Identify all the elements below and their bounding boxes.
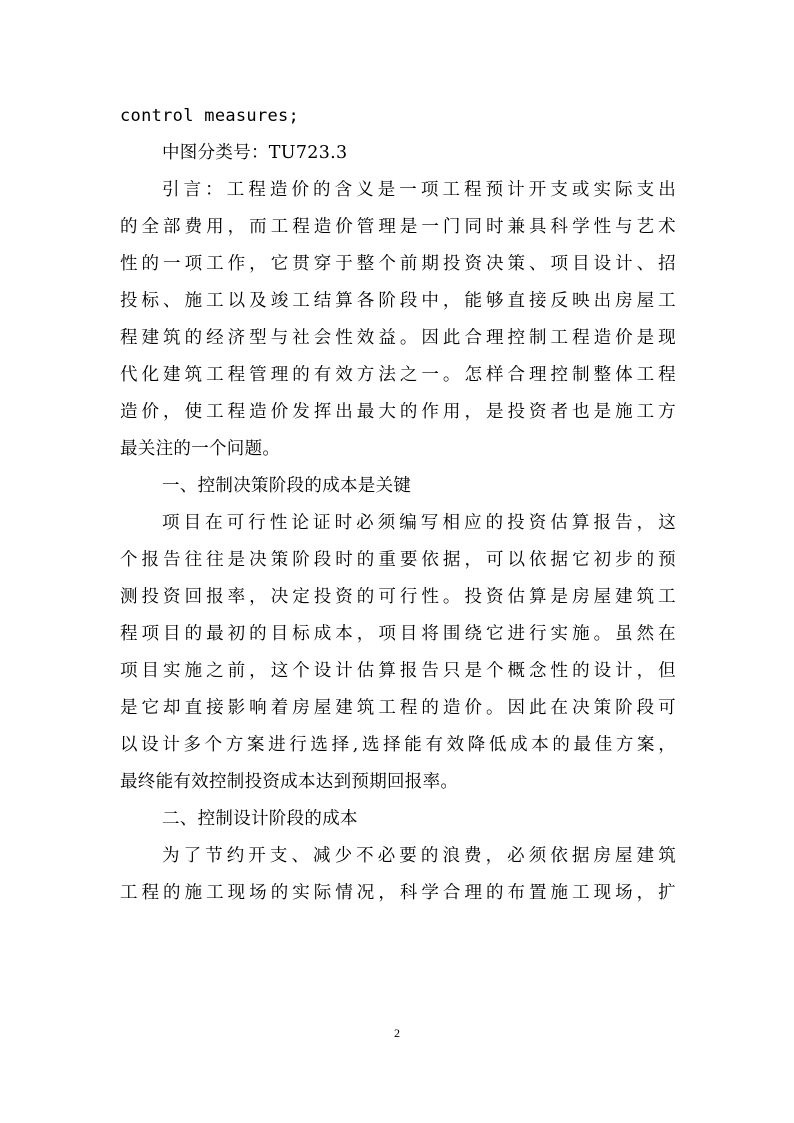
text-line: 引言：工程造价的含义是一项工程预计开支或实际支出	[162, 180, 676, 200]
text-line: 工程的施工现场的实际情况，科学合理的布置施工现场，扩	[120, 883, 676, 903]
document-body	[120, 98, 676, 912]
section-heading: 一、控制决策阶段的成本是关键	[162, 476, 412, 496]
section-heading: 二、控制设计阶段的成本	[162, 809, 358, 829]
text-line: 测投资回报率，决定投资的可行性。投资估算是房屋建筑工	[120, 587, 676, 607]
text-line: 最终能有效控制投资成本达到预期回报率。	[120, 772, 459, 792]
text-line: 性的一项工作，它贯穿于整个前期投资决策、项目设计、招	[120, 254, 676, 274]
text-line: 代化建筑工程管理的有效方法之一。怎样合理控制整体工程	[120, 365, 676, 385]
text-line: 造价，使工程造价发挥出最大的作用，是投资者也是施工方	[120, 402, 676, 422]
text-line: 以设计多个方案进行选择,选择能有效降低成本的最佳方案，	[120, 735, 676, 755]
text-line: 程项目的最初的目标成本，项目将围绕它进行实施。虽然在	[120, 624, 676, 644]
page-number: 2	[394, 1026, 400, 1040]
text-line: 为了节约开支、减少不必要的浪费，必须依据房屋建筑	[162, 846, 676, 866]
text-line: 的全部费用，而工程造价管理是一门同时兼具科学性与艺术	[120, 217, 676, 237]
classification-number: 中图分类号：TU723.3	[162, 143, 348, 163]
text-line: 项目实施之前，这个设计估算报告只是个概念性的设计，但	[120, 661, 676, 681]
text-line: control measures;	[120, 106, 300, 126]
text-line: 最关注的一个问题。	[120, 439, 281, 459]
text-line: 个报告往往是决策阶段时的重要依据，可以依据它初步的预	[120, 550, 676, 570]
text-line: 程建筑的经济型与社会性效益。因此合理控制工程造价是现	[120, 328, 676, 348]
text-line: 项目在可行性论证时必须编写相应的投资估算报告，这	[162, 513, 676, 533]
text-line: 投标、施工以及竣工结算各阶段中，能够直接反映出房屋工	[120, 291, 676, 311]
text-line: 是它却直接影响着房屋建筑工程的造价。因此在决策阶段可	[120, 698, 676, 718]
